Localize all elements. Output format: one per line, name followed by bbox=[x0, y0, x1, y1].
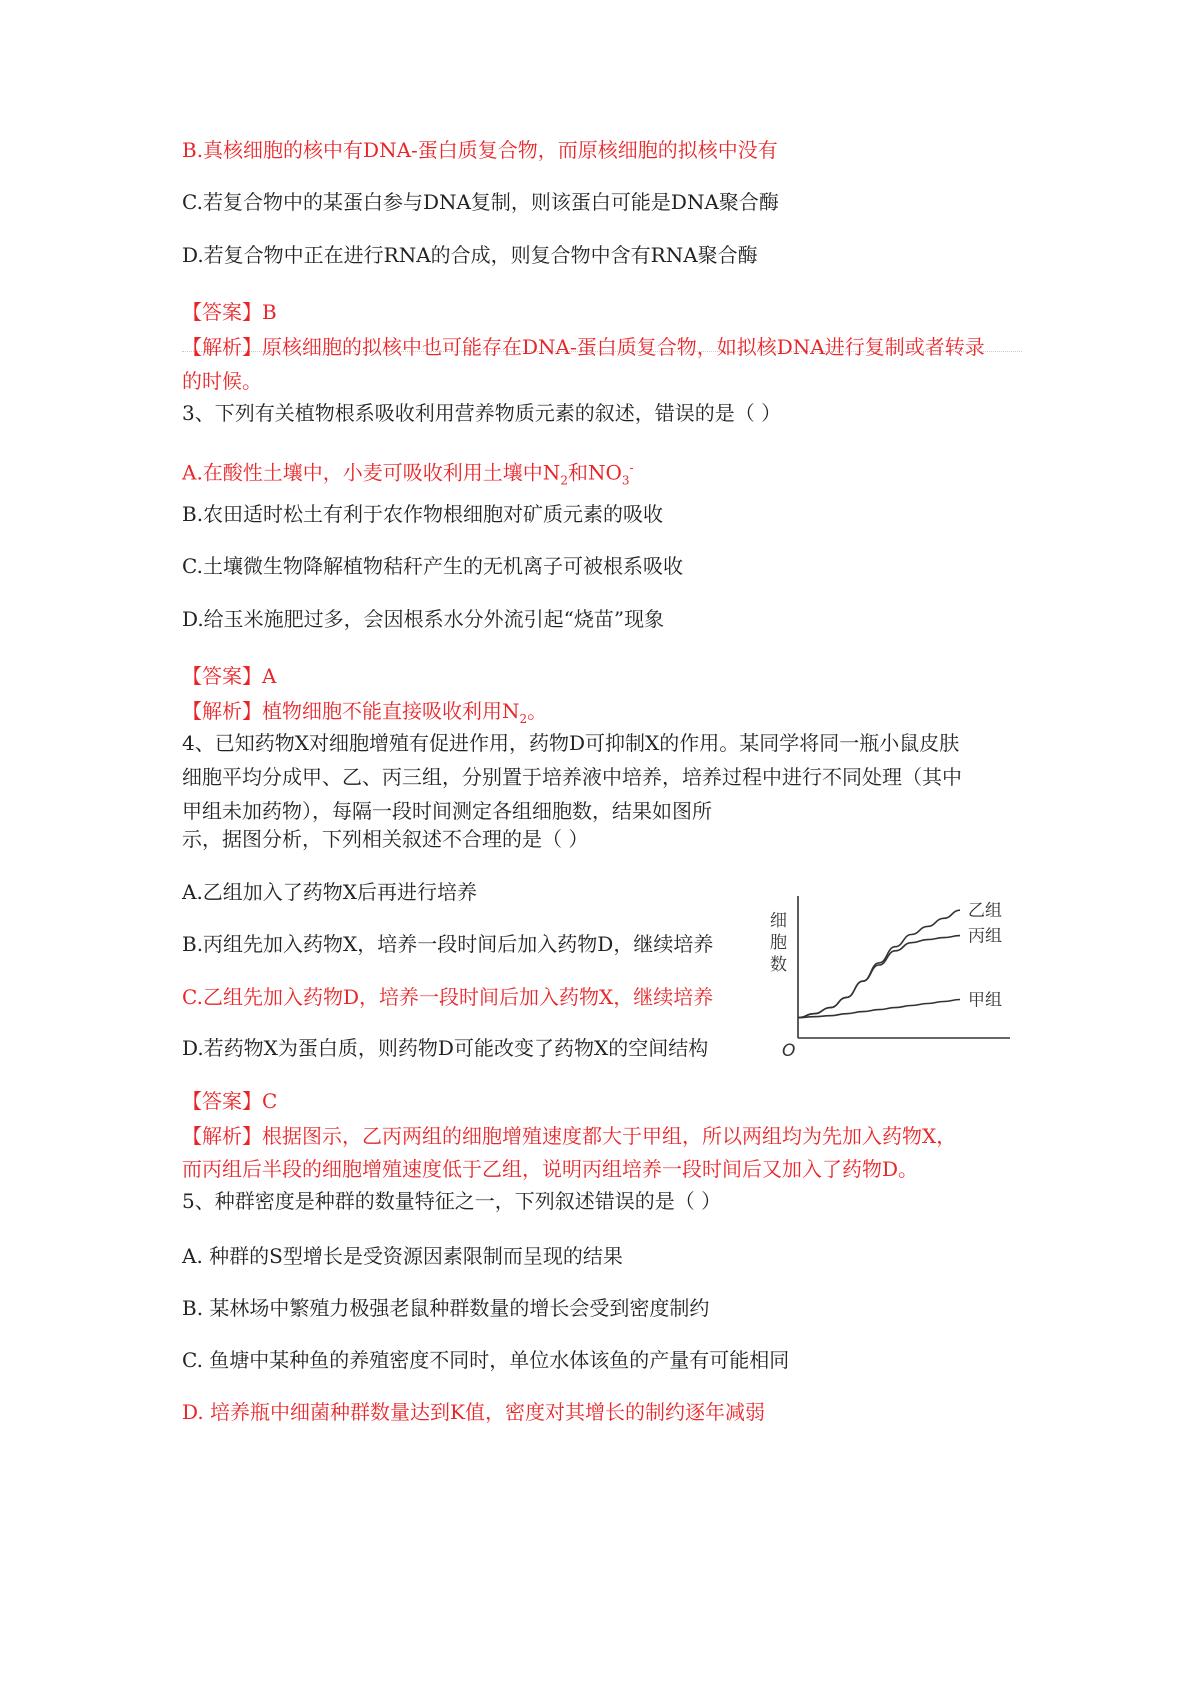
q3-option-d: D.给玉米施肥过多，会因根系水分外流引起“烧苗”现象 bbox=[182, 607, 665, 631]
q4-stem-line2: 细胞平均分成甲、乙、丙三组，分别置于培养液中培养，培养过程中进行不同处理（其中 bbox=[182, 765, 962, 789]
q3-stem: 3、下列有关植物根系吸收利用营养物质元素的叙述，错误的是（ ） bbox=[182, 401, 782, 425]
y-axis-label-2: 胞 bbox=[770, 933, 787, 953]
series-line-0 bbox=[798, 910, 960, 1018]
analysis-post: 。 bbox=[527, 699, 548, 723]
q2-option-b: B.真核细胞的核中有DNA-蛋白质复合物，而原核细胞的拟核中没有 bbox=[182, 138, 778, 162]
origin-label: O bbox=[782, 1041, 796, 1061]
answer-value: C bbox=[262, 1089, 278, 1113]
analysis-text: 植物细胞不能直接吸收利用N bbox=[262, 699, 520, 723]
q3-option-c: C.土壤微生物降解植物秸秆产生的无机离子可被根系吸收 bbox=[182, 554, 683, 578]
answer-value: B bbox=[262, 300, 277, 324]
answer-value: A bbox=[262, 664, 277, 688]
q4-stem-line3: 甲组未加药物），每隔一段时间测定各组细胞数，结果如图所 bbox=[182, 799, 712, 823]
q3-option-a bbox=[182, 454, 634, 495]
answer-label: 【答案】 bbox=[182, 664, 262, 688]
q2-analysis-cont: 的时候。 bbox=[182, 369, 262, 393]
series-label-2: 甲组 bbox=[968, 990, 1002, 1011]
q4-answer bbox=[182, 1087, 277, 1115]
y-axis-label-3: 数 bbox=[770, 955, 787, 975]
q4-stem-line4: 示，据图分析，下列相关叙述不合理的是（ ） bbox=[182, 827, 589, 851]
q3-option-a-mid: 和NO bbox=[567, 460, 622, 485]
q3-option-a-sub2: 3 bbox=[621, 473, 630, 488]
analysis-label: 【解析】 bbox=[182, 1124, 262, 1148]
q5-option-a: A. 种群的S型增长是受资源因素限制而呈现的结果 bbox=[182, 1244, 623, 1268]
q2-option-c: C.若复合物中的某蛋白参与DNA复制，则该蛋白可能是DNA聚合酶 bbox=[182, 190, 779, 214]
q2-answer bbox=[182, 298, 277, 326]
analysis-sub: 2 bbox=[519, 712, 528, 726]
cell-growth-chart bbox=[760, 878, 1050, 1068]
q4-analysis-cont: 而丙组后半段的细胞增殖速度低于乙组，说明丙组培养一段时间后又加入了药物D。 bbox=[182, 1157, 919, 1181]
q2-option-d: D.若复合物中正在进行RNA的合成，则复合物中含有RNA聚合酶 bbox=[182, 243, 758, 267]
q3-option-a-sub: 2 bbox=[560, 473, 568, 488]
q5-option-d: D. 培养瓶中细菌种群数量达到K值，密度对其增长的制约逐年减弱 bbox=[182, 1400, 765, 1424]
series-label-1: 丙组 bbox=[968, 926, 1002, 947]
q3-option-a-text: A.在酸性土壤中，小麦可吸收利用土壤中N bbox=[182, 460, 561, 485]
analysis-text: 原核细胞的拟核中也可能存在DNA-蛋白质复合物，如拟核DNA进行复制或者转录 bbox=[262, 335, 985, 359]
q4-option-b: B.丙组先加入药物X，培养一段时间后加入药物D，继续培养 bbox=[182, 932, 714, 956]
q3-option-b: B.农田适时松土有利于农作物根细胞对矿质元素的吸收 bbox=[182, 502, 664, 526]
analysis-text: 根据图示，乙丙两组的细胞增殖速度都大于甲组，所以两组均为先加入药物X， bbox=[262, 1124, 957, 1148]
q4-option-c: C.乙组先加入药物D，培养一段时间后加入药物X，继续培养 bbox=[182, 985, 714, 1009]
q5-option-b: B. 某林场中繁殖力极强老鼠种群数量的增长会受到密度制约 bbox=[182, 1296, 710, 1320]
q4-option-d: D.若药物X为蛋白质，则药物D可能改变了药物X的空间结构 bbox=[182, 1036, 709, 1060]
q4-option-a: A.乙组加入了药物X后再进行培养 bbox=[182, 880, 478, 904]
q2-analysis bbox=[182, 333, 985, 361]
q5-option-c: C. 鱼塘中某种鱼的养殖密度不同时，单位水体该鱼的产量有可能相同 bbox=[182, 1348, 790, 1372]
answer-label: 【答案】 bbox=[182, 300, 262, 324]
q3-answer bbox=[182, 662, 276, 690]
q3-option-a-sup: - bbox=[629, 461, 634, 475]
q4-analysis bbox=[182, 1122, 956, 1150]
analysis-label: 【解析】 bbox=[182, 335, 262, 359]
series-label-0: 乙组 bbox=[968, 901, 1002, 922]
y-axis-label-1: 细 bbox=[770, 911, 787, 931]
q3-analysis bbox=[182, 697, 547, 733]
series-line-2 bbox=[798, 1000, 960, 1018]
analysis-label: 【解析】 bbox=[182, 699, 262, 723]
answer-label: 【答案】 bbox=[182, 1089, 262, 1113]
series-line-1 bbox=[798, 936, 960, 1018]
q5-stem: 5、种群密度是种群的数量特征之一，下列叙述错误的是（ ） bbox=[182, 1189, 722, 1213]
q4-stem-line1: 4、已知药物X对细胞增殖有促进作用，药物D可抑制X的作用。某同学将同一瓶小鼠皮肤 bbox=[182, 731, 960, 755]
